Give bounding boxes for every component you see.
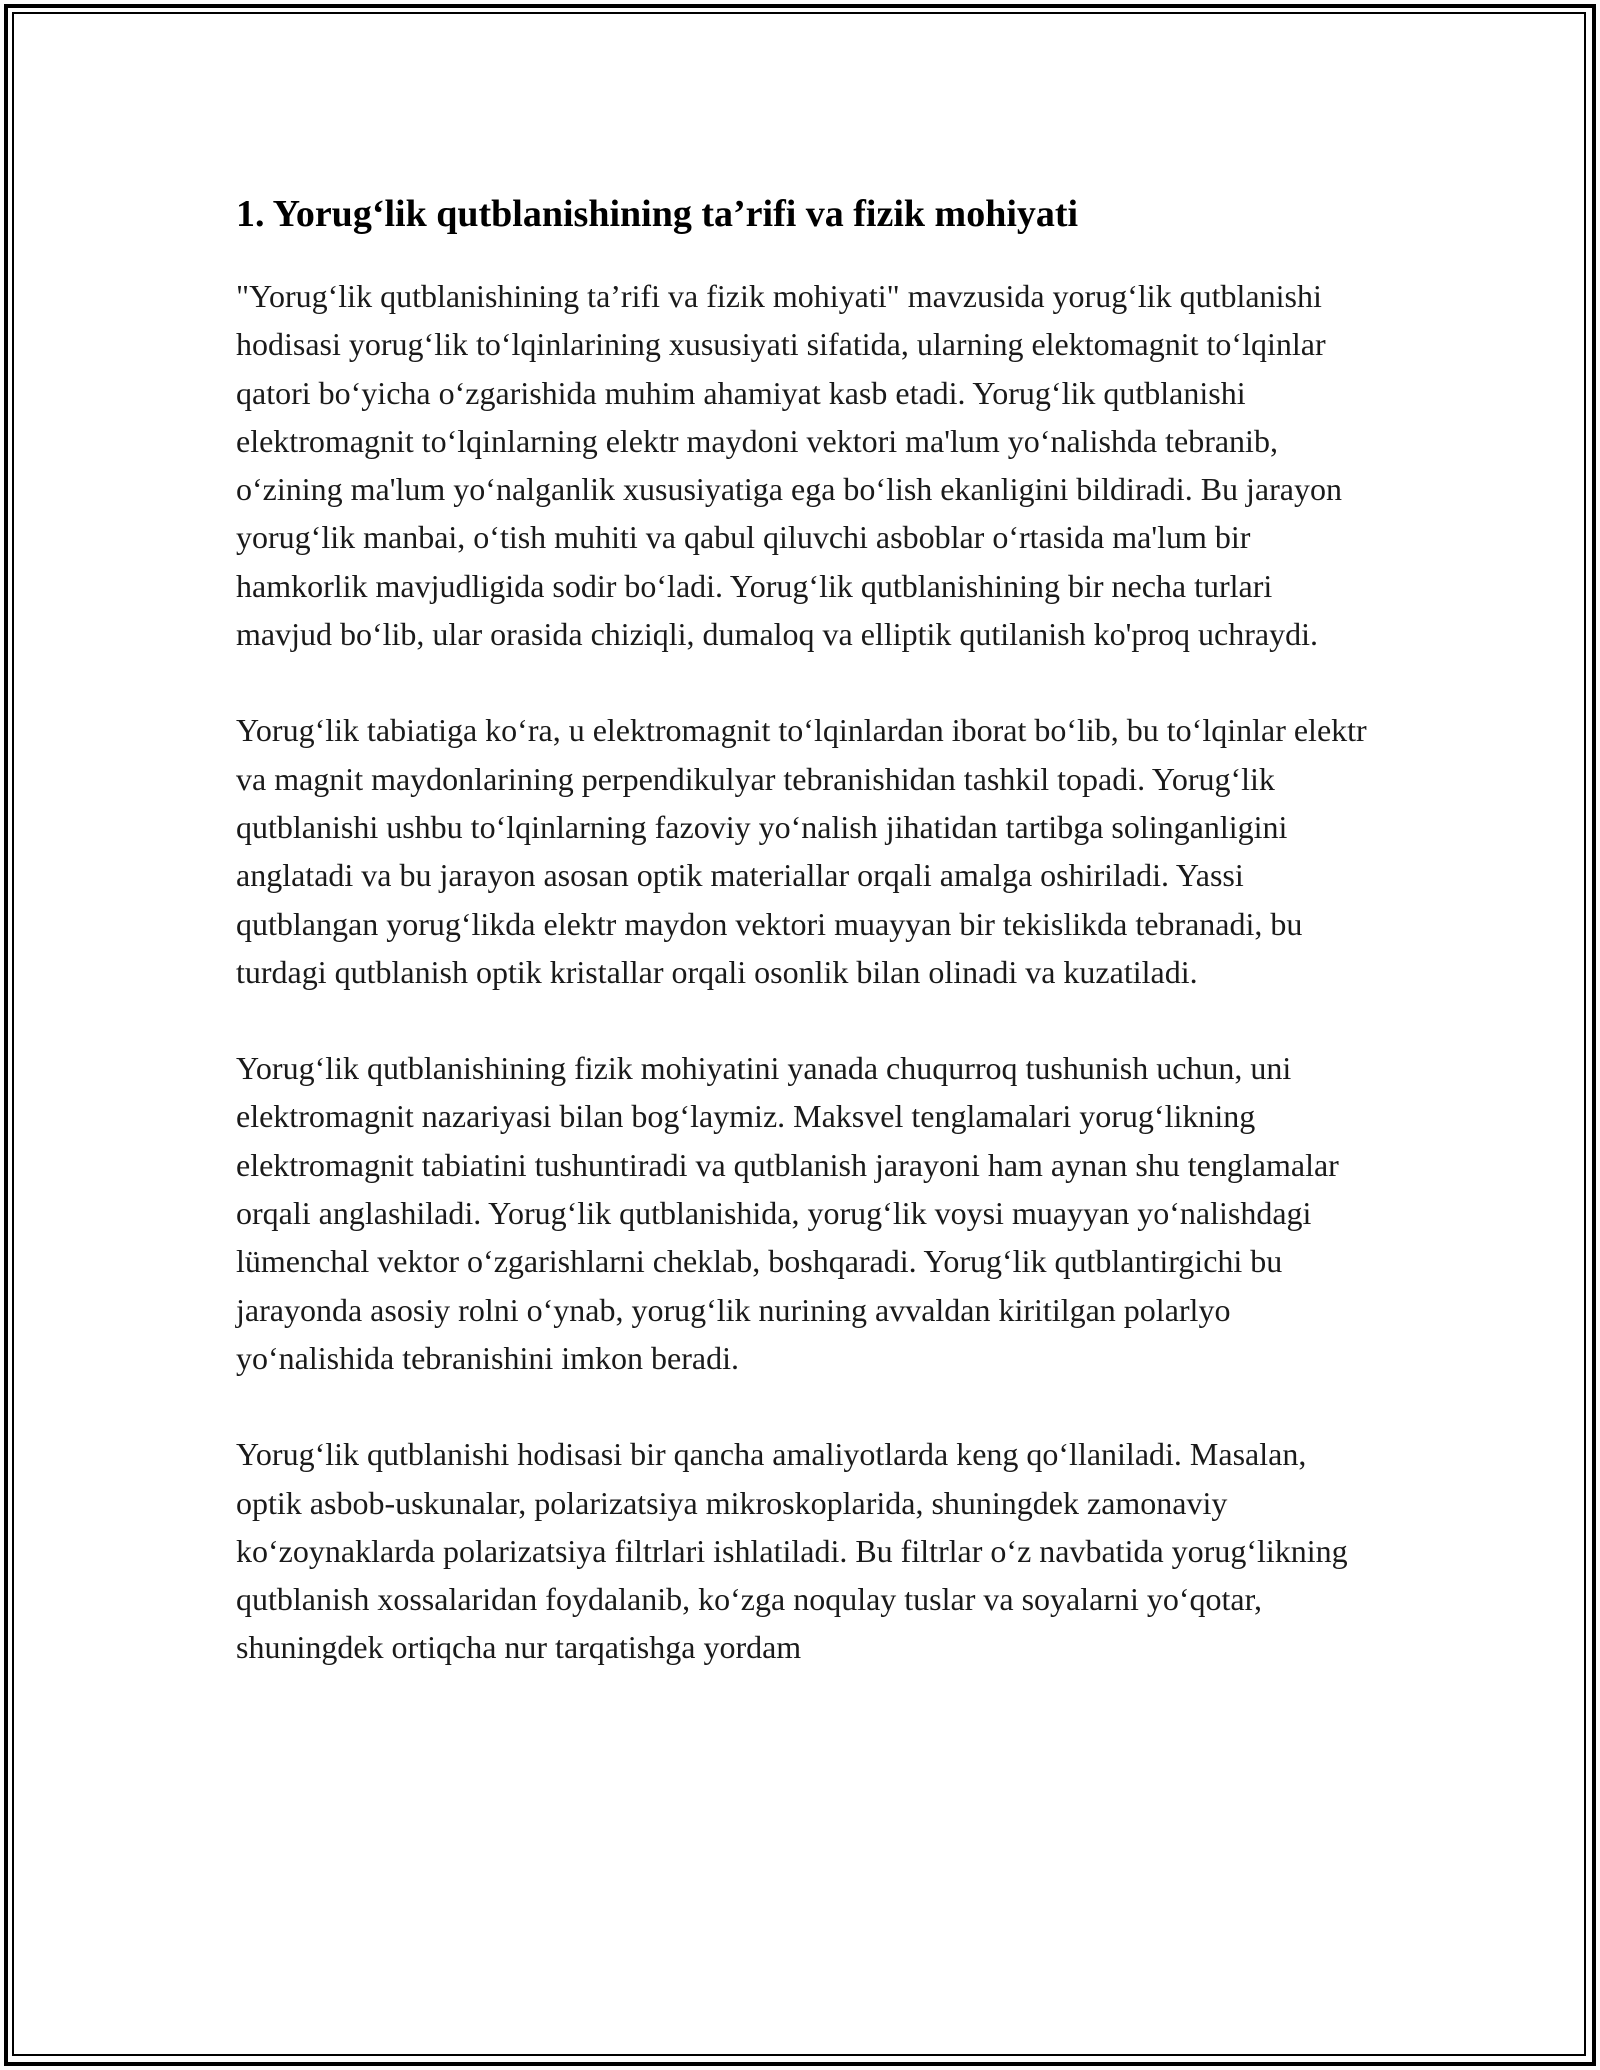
- paragraph-2: Yorug‘lik tabiatiga ko‘ra, u elektromagnit to‘lqinlardan iborat bo‘lib, bu to‘lqinlar elektr va magnit maydonlarining perpendikulyar tebranishidan tashkil topadi. Yorug‘lik qutblanishi ushbu to‘lqinlarning fazoviy yo‘nalish jihatidan tartibga solinganligini anglatadi va bu jarayon asosan optik materiallar orqali amalga oshiriladi. Yassi qutblangan yorug‘likda elektr maydon vektori muayyan bir tekislikda tebranadi, bu turdagi qutblanish optik kristallar orqali osonlik bilan olinadi va kuzatiladi.: [236, 712, 1367, 990]
- document-body: [236, 186, 1376, 1720]
- section-heading: 1. Yorug‘lik qutblanishining ta’rifi va fizik mohiyati: [236, 193, 1079, 235]
- paragraph-1: "Yorug‘lik qutblanishining ta’rifi va fizik mohiyati" mavzusida yorug‘lik qutblanishi hodisasi yorug‘lik to‘lqinlarining xususiyati sifatida, ularning elektomagnit to‘lqinlar qatori bo‘yicha o‘zgarishida muhim ahamiyat kasb etadi. Yorug‘lik qutblanishi elektromagnit to‘lqinlarning elektr maydoni vektori ma'lum yo‘nalishda tebranib, o‘zining ma'lum yo‘nalganlik xususiyatiga ega bo‘lish ekanligini bildiradi. Bu jarayon yorug‘lik manbai, o‘tish muhiti va qabul qiluvchi asboblar o‘rtasida ma'lum bir hamkorlik mavjudligida sodir bo‘ladi. Yorug‘lik qutblanishining bir necha turlari mavjud bo‘lib, ular orasida chiziqli, dumaloq va elliptik qutilanish ko'proq uchraydi.: [236, 278, 1342, 653]
- paragraph-3: Yorug‘lik qutblanishining fizik mohiyatini yanada chuqurroq tushunish uchun, uni elektromagnit nazariyasi bilan bog‘laymiz. Maksvel tenglamalari yorug‘likning elektromagnit tabiatini tushuntiradi va qutblanish jarayoni ham aynan shu tenglamalar orqali anglashiladi. Yorug‘lik qutblanishida, yorug‘lik voysi muayyan yo‘nalishdagi lümenchal vektor o‘zgarishlarni cheklab, boshqaradi. Yorug‘lik qutblantirgichi bu jarayonda asosiy rolni o‘ynab, yorug‘lik nurining avvaldan kiritilgan polarlyo yo‘nalishida tebranishini imkon beradi.: [236, 1050, 1339, 1376]
- paragraph-4: Yorug‘lik qutblanishi hodisasi bir qancha amaliyotlarda keng qo‘llaniladi. Masalan, optik asbob-uskunalar, polarizatsiya mikroskoplarida, shuningdek zamonaviy ko‘zoynaklarda polarizatsiya filtrlari ishlatiladi. Bu filtrlar o‘z navbatida yorug‘likning qutblanish xossalaridan foydalanib, ko‘zga noqulay tuslar va soyalarni yo‘qotar, shuningdek ortiqcha nur tarqatishga yordam: [236, 1436, 1348, 1666]
